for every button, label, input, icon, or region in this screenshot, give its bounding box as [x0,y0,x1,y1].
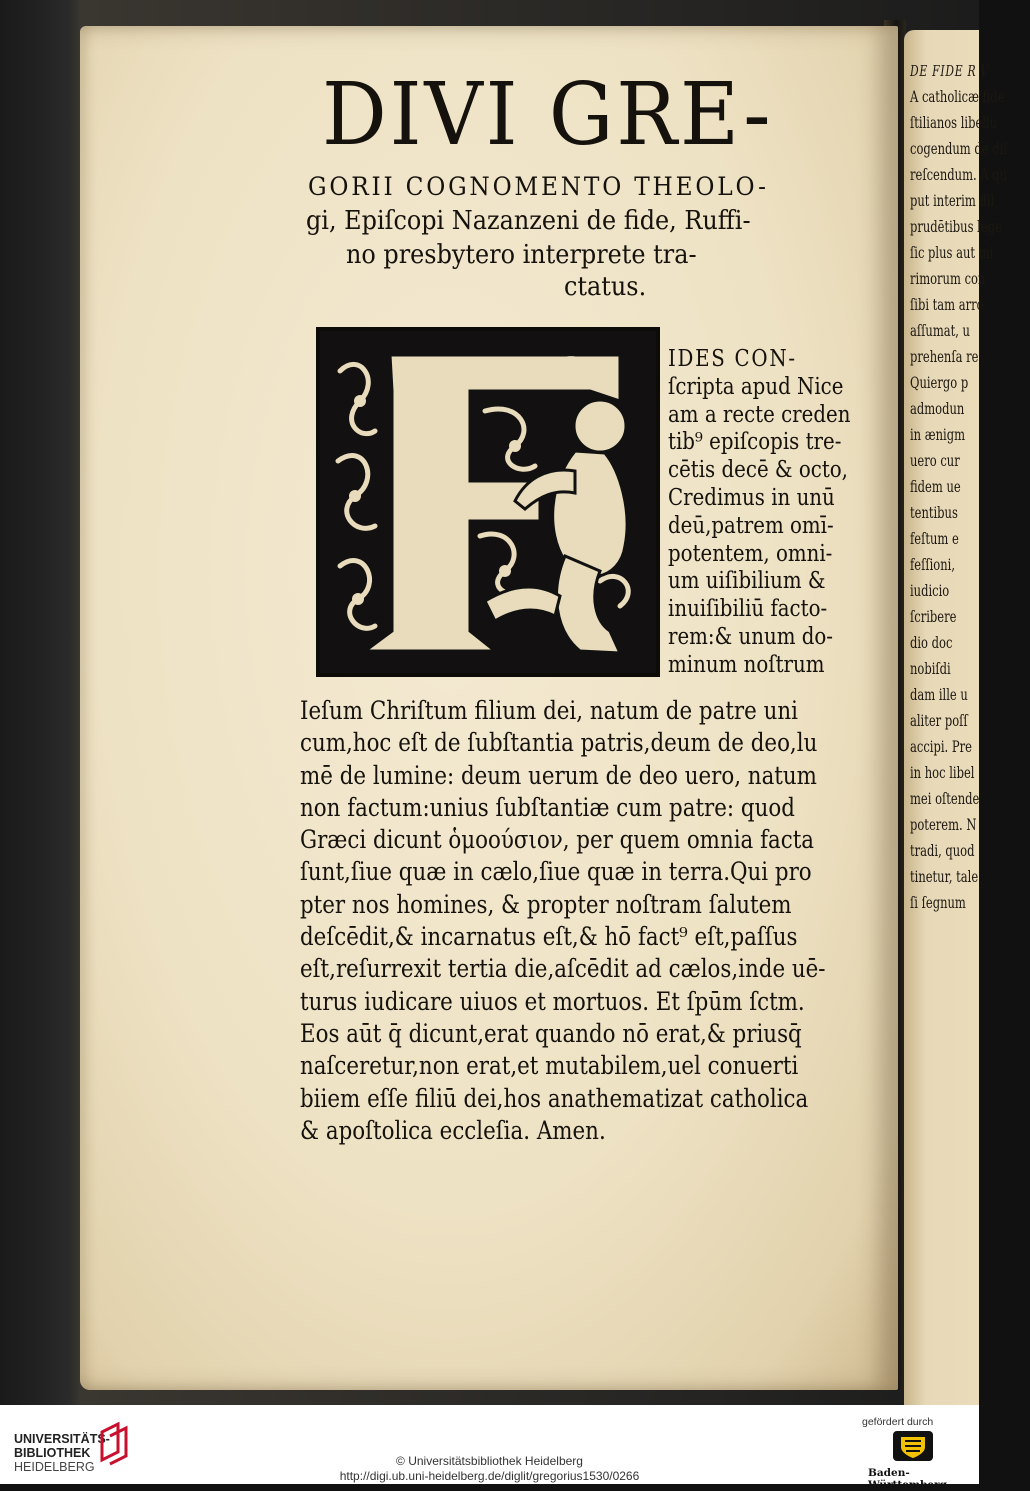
source-url-link[interactable]: http://digi.ub.uni-heidelberg.de/diglit/gregorius1530/0266 [339,1469,640,1483]
text-line: eſt,reſurrexit tertia die,aſcēdit ad cælos,inde uē- [300,954,826,984]
text-line: ſtilianos libellu [910,113,998,132]
text-line: prudētibus lege [910,217,1002,236]
text-line: inuiſibiliū facto- [668,596,828,623]
text-line: biiem eſſe filiū dei,hos anathematizat catholica [300,1083,809,1113]
text-line: rem:& unum do- [668,623,833,650]
text-line: Græci dicunt ὁμοούσιον, per quem omnia facta [300,825,815,855]
column-text [668,346,888,680]
baden-wuerttemberg-crest-icon [893,1431,933,1461]
text-line: dam ille u [910,685,968,704]
text-line: pter nos homines, & propter noſtram ſalutem [300,889,792,919]
text-line: accipi. Pre [910,737,972,756]
text-line: IDES CON- [668,346,797,372]
woodcut-initial-f [316,327,660,677]
text-line: ſi ſegnum [910,893,966,912]
text-line: tradi, quod [910,841,975,860]
text-line: admodun [910,399,965,418]
text-line: Ieſum Chriſtum filium dei, natum de patre uni [300,696,798,725]
text-line: iudicio [910,581,950,600]
library-name-line: HEIDELBERG [14,1460,95,1474]
text-line: ſunt,ſiue quæ in cælo,ſiue quæ in terra.Qui pro [300,857,812,887]
text-line: poterem. N [910,815,977,834]
text-line: um uiſibilium & [668,568,826,595]
text-line: ſcribere [910,607,957,626]
text-line: tib⁹ epiſcopis tre- [668,429,842,456]
subtitle-line: no presbytero interprete tra- [346,240,697,270]
subtitle-line: GORII COGNOMENTO THEOLO- [308,172,769,201]
text-line: feſtum e [910,529,959,548]
library-name-line: UNIVERSITÄTS- [14,1432,110,1446]
text-line: ſcripta apud Nice [668,373,844,400]
text-line: ſibi tam arro [910,295,984,314]
text-line: nobiſdi [910,659,951,678]
facing-page-text [910,58,1030,916]
text-line: fidem ue [910,477,961,496]
text-line: aſſumat, u [910,321,970,340]
text-line: A catholicæ fide [910,87,1005,106]
text-line: minum noſtrum [668,651,825,678]
sponsor-label: gefördert durch [862,1416,934,1428]
text-line: aliter poſſ [910,711,968,730]
text-line: deū,patrem omī- [668,512,834,539]
text-line: rimorum con [910,269,986,288]
text-line: deſcēdit,& incarnatus eſt,& hō fact⁹ eſt,paſſus [300,922,798,952]
text-line: in hoc libel [910,763,975,782]
text-line: mei oſtende [910,789,980,808]
body-text [300,695,890,1147]
text-line: in ænigm [910,425,966,444]
subtitle-line: gi, Epiſcopi Nazanzeni de fide, Ruffi- [306,206,751,236]
text-line: naſceretur,non erat,et mutabilem,uel conuerti [300,1051,799,1081]
text-line: feſſioni, [910,555,955,574]
text-line: Eos aūt q̄ dicunt,erat quando nō erat,& priusq̄ [300,1018,802,1048]
text-line: dio doc [910,633,953,652]
facing-page [904,30,1008,1405]
subtitle-line: ctatus. [564,272,647,302]
text-line: & apoſtolica eccleſia. Amen. [300,1115,606,1145]
woodcut-initial-illustration [320,331,656,673]
text-line: reſcendum. A qu [910,165,1008,184]
text-line: non factum:unius ſubſtantiæ cum patre: quod [300,792,795,822]
text-line: Credimus in unū [668,484,835,511]
text-line: potentem, omni- [668,540,833,567]
text-line: am a recte creden [668,401,851,428]
text-line: uero cur [910,451,960,470]
text-line: cum,hoc eſt de ſubſtantia patris,deum de deo,lu [300,728,818,758]
text-line: DE FIDE R V [910,62,989,80]
text-line: prehenſa re [910,347,979,366]
text-line: tinetur, tale [910,867,979,886]
text-line: mē de lumine: deum uerum de deo uero, natum [300,760,817,790]
sponsor-name: Baden-Württemberg [868,1467,947,1491]
text-line: cogendum de diſ [910,139,1008,158]
text-line: put interim dil [910,191,995,210]
text-line: ſic plus aut mi [910,243,994,262]
text-line: cētis decē & octo, [668,457,848,484]
text-line: Quiergo p [910,373,969,392]
copyright-notice: © Universitätsbibliothek Heidelberg [396,1454,583,1468]
page-title: DIVI GRE- [322,65,774,165]
text-line: tentibus [910,503,958,522]
text-line: turus iudicare uiuos et mortuos. Et ſpūm ſctm. [300,986,805,1016]
library-name-line: BIBLIOTHEK [14,1446,91,1460]
